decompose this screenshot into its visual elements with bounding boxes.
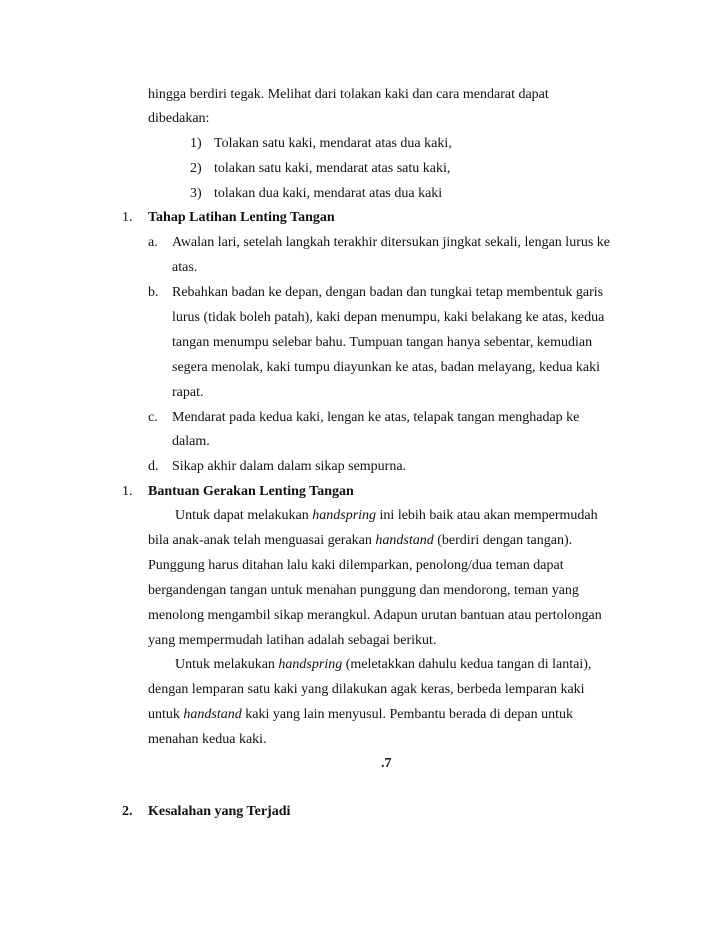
item-line: dalam. [172, 434, 210, 449]
section-heading-bantuan: Bantuan Gerakan Lenting Tangan [148, 484, 354, 499]
paragraph-line: dengan lemparan satu kaki yang dilakukan agak keras, berbeda lemparan kaki [148, 682, 585, 697]
landing-type-num: 3) [190, 186, 202, 201]
paragraph-line: menahan kedua kaki. [148, 732, 267, 747]
item-line: Sikap akhir dalam dalam sikap sempurna. [172, 459, 407, 474]
section-number: 2. [122, 804, 133, 819]
page-number: .7 [381, 756, 392, 771]
paragraph-line: Punggung harus ditahan lalu kaki dilemparkan, penolong/dua teman dapat [148, 558, 564, 573]
item-line: Awalan lari, setelah langkah terakhir ditersukan jingkat sekali, lengan lurus ke [172, 235, 611, 250]
item-letter: a. [148, 235, 158, 250]
paragraph-line: yang mempermudah latihan adalah sebagai berikut. [148, 633, 437, 648]
paragraph-line: bergandengan tangan untuk menahan punggung dan mendorong, teman yang [148, 583, 579, 598]
landing-type-num: 1) [190, 136, 202, 151]
intro-line-1: hingga berdiri tegak. Melihat dari tolakan kaki dan cara mendarat dapat [148, 87, 549, 102]
paragraph-line: menolong mengambil sikap merangkul. Adapun urutan bantuan atau pertolongan [148, 608, 602, 623]
item-line: Mendarat pada kedua kaki, lengan ke atas, telapak tangan menghadap ke [172, 410, 580, 425]
item-line: Rebahkan badan ke depan, dengan badan dan tungkai tetap membentuk garis [172, 285, 604, 300]
paragraph-line: Untuk dapat melakukan handspring ini lebih baik atau akan mempermudah [175, 508, 598, 523]
section-heading-tahap: Tahap Latihan Lenting Tangan [148, 210, 335, 225]
item-letter: b. [148, 285, 159, 300]
landing-type-text: Tolakan satu kaki, mendarat atas dua kaki, [214, 136, 452, 151]
paragraph-line: Untuk melakukan handspring (meletakkan dahulu kedua tangan di lantai), [175, 657, 592, 672]
section-number: 1. [122, 210, 133, 225]
paragraph-line: untuk handstand kaki yang lain menyusul. Pembantu berada di depan untuk [148, 707, 573, 722]
intro-line-2: dibedakan: [148, 111, 210, 126]
item-line: lurus (tidak boleh patah), kaki depan menumpu, kaki belakang ke atas, kedua [172, 310, 605, 325]
item-line: tangan menumpu selebar bahu. Tumpuan tangan hanya sebentar, kemudian [172, 335, 593, 350]
item-line: segera menolak, kaki tumpu diayunkan ke atas, badan melayang, kedua kaki [172, 360, 601, 375]
item-letter: d. [148, 459, 159, 474]
landing-type-text: tolakan satu kaki, mendarat atas satu kaki, [214, 161, 451, 176]
item-line: atas. [172, 260, 198, 275]
landing-type-text: tolakan dua kaki, mendarat atas dua kaki [214, 186, 443, 201]
item-letter: c. [148, 410, 158, 425]
paragraph-line: bila anak-anak telah menguasai gerakan handstand (berdiri dengan tangan). [148, 533, 573, 548]
landing-type-num: 2) [190, 161, 202, 176]
item-line: rapat. [172, 385, 204, 400]
section-heading-kesalahan: Kesalahan yang Terjadi [148, 804, 291, 819]
section-number: 1. [122, 484, 133, 499]
